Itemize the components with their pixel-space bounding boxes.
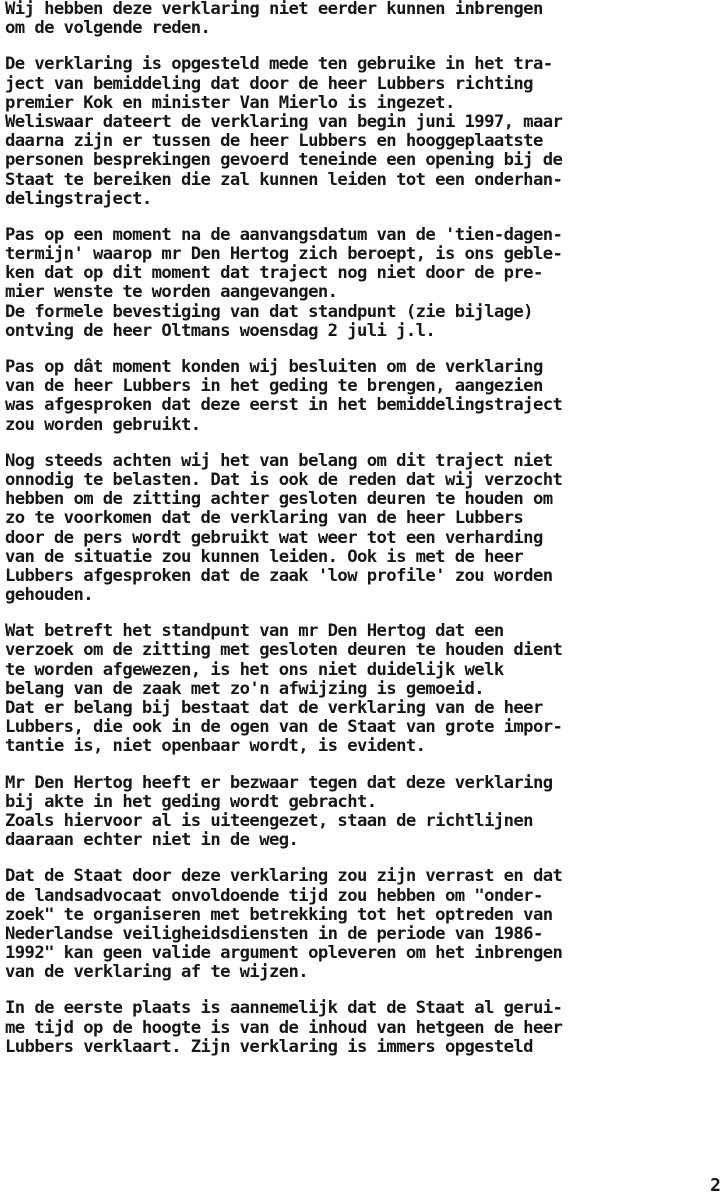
paragraph (5, 867, 723, 982)
text-line: Weliswaar dateert de verklaring van begin juni 1997, maar (5, 111, 563, 132)
text-line: daaraan echter niet in de weg. (5, 830, 299, 851)
text-line: Wat betreft het standpunt van mr Den Hertog dat een (5, 621, 504, 642)
text-line: personen besprekingen gevoerd teneinde een opening bij de (5, 150, 563, 171)
text-line: Lubbers, die ook in de ogen van de Staat van grote impor- (5, 717, 563, 738)
text-line: ject van bemiddeling dat door de heer Lubbers richting (5, 73, 533, 94)
text-line: onnodig te belasten. Dat is ook de reden dat wij verzocht (5, 469, 563, 490)
paragraph (5, 0, 723, 38)
text-line: De verklaring is opgesteld mede ten gebruike in het tra- (5, 54, 553, 75)
text-line: Lubbers verklaart. Zijn verklaring is immers opgesteld (5, 1036, 533, 1057)
paragraph (5, 774, 723, 851)
text-line: Lubbers afgesproken dat de zaak 'low profile' zou worden (5, 565, 553, 586)
paragraph (5, 226, 723, 341)
text-line: daarna zijn er tussen de heer Lubbers en hooggeplaatste (5, 131, 543, 152)
text-line: hebben om de zitting achter gesloten deuren te houden om (5, 489, 553, 510)
text-line: belang van de zaak met zo'n afwijzing is gemoeid. (5, 678, 485, 699)
text-line: van de verklaring af te wijzen. (5, 962, 309, 983)
paragraph (5, 452, 723, 606)
text-line: was afgesproken dat deze eerst in het bemiddelingstraject (5, 395, 563, 416)
paragraph (5, 358, 723, 435)
text-line: zo te voorkomen dat de verklaring van de heer Lubbers (5, 508, 524, 529)
paragraph (5, 55, 723, 209)
text-line: van de heer Lubbers in het geding te brengen, aangezien (5, 376, 543, 397)
text-line: gehouden. (5, 585, 94, 606)
text-line: de landsadvocaat onvoldoende tijd zou hebben om "onder- (5, 885, 543, 906)
text-line: Mr Den Hertog heeft er bezwaar tegen dat deze verklaring (5, 772, 553, 793)
text-line: Zoals hiervoor al is uiteengezet, staan de richtlijnen (5, 810, 533, 831)
text-line: bij akte in het geding wordt gebracht. (5, 791, 377, 812)
text-line: ken dat op dit moment dat traject nog niet door de pre- (5, 263, 543, 284)
text-line: zoek" te organiseren met betrekking tot het optreden van (5, 904, 553, 925)
document-body (5, 0, 723, 1074)
text-line: tantie is, niet openbaar wordt, is evident. (5, 736, 426, 757)
page-number: 2 (710, 1175, 721, 1196)
text-line: door de pers wordt gebruikt wat weer tot een verharding (5, 527, 543, 548)
text-line: Pas op een moment na de aanvangsdatum van de 'tien-dagen- (5, 224, 563, 245)
text-line: Nog steeds achten wij het van belang om dit traject niet (5, 450, 553, 471)
paragraph (5, 999, 723, 1057)
text-line: verzoek om de zitting met gesloten deuren te houden dient (5, 640, 563, 661)
text-line: In de eerste plaats is aannemelijk dat de Staat al gerui- (5, 998, 563, 1019)
text-line: te worden afgewezen, is het ons niet duidelijk welk (5, 659, 504, 680)
text-line: zou worden gebruikt. (5, 414, 201, 435)
text-line: ontving de heer Oltmans woensdag 2 juli j.l. (5, 320, 436, 341)
text-line: 1992" kan geen valide argument opleveren om het inbrengen (5, 943, 563, 964)
text-line: van de situatie zou kunnen leiden. Ook is met de heer (5, 546, 524, 567)
text-line: Dat er belang bij bestaat dat de verklaring van de heer (5, 698, 543, 718)
text-line: me tijd op de hoogte is van de inhoud van hetgeen de heer (5, 1017, 563, 1038)
text-line: om de volgende reden. (5, 18, 211, 39)
text-line: Staat te bereiken die zal kunnen leiden tot een onderhan- (5, 169, 563, 190)
text-line: Dat de Staat door deze verklaring zou zijn verrast en dat (5, 866, 563, 887)
text-line: mier wenste te worden aangevangen. (5, 282, 338, 303)
text-line: delingstraject. (5, 188, 152, 209)
text-line: Pas op dât moment konden wij besluiten om de verklaring (5, 357, 543, 377)
text-line: termijn' waarop mr Den Hertog zich beroept, is ons geble- (5, 244, 563, 265)
paragraph (5, 622, 723, 756)
text-line: premier Kok en minister Van Mierlo is ingezet. (5, 92, 455, 113)
text-line: Wij hebben deze verklaring niet eerder kunnen inbrengen (5, 0, 543, 19)
text-line: De formele bevestiging van dat standpunt (zie bijlage) (5, 301, 533, 322)
text-line: Nederlandse veiligheidsdiensten in de periode van 1986- (5, 923, 543, 944)
